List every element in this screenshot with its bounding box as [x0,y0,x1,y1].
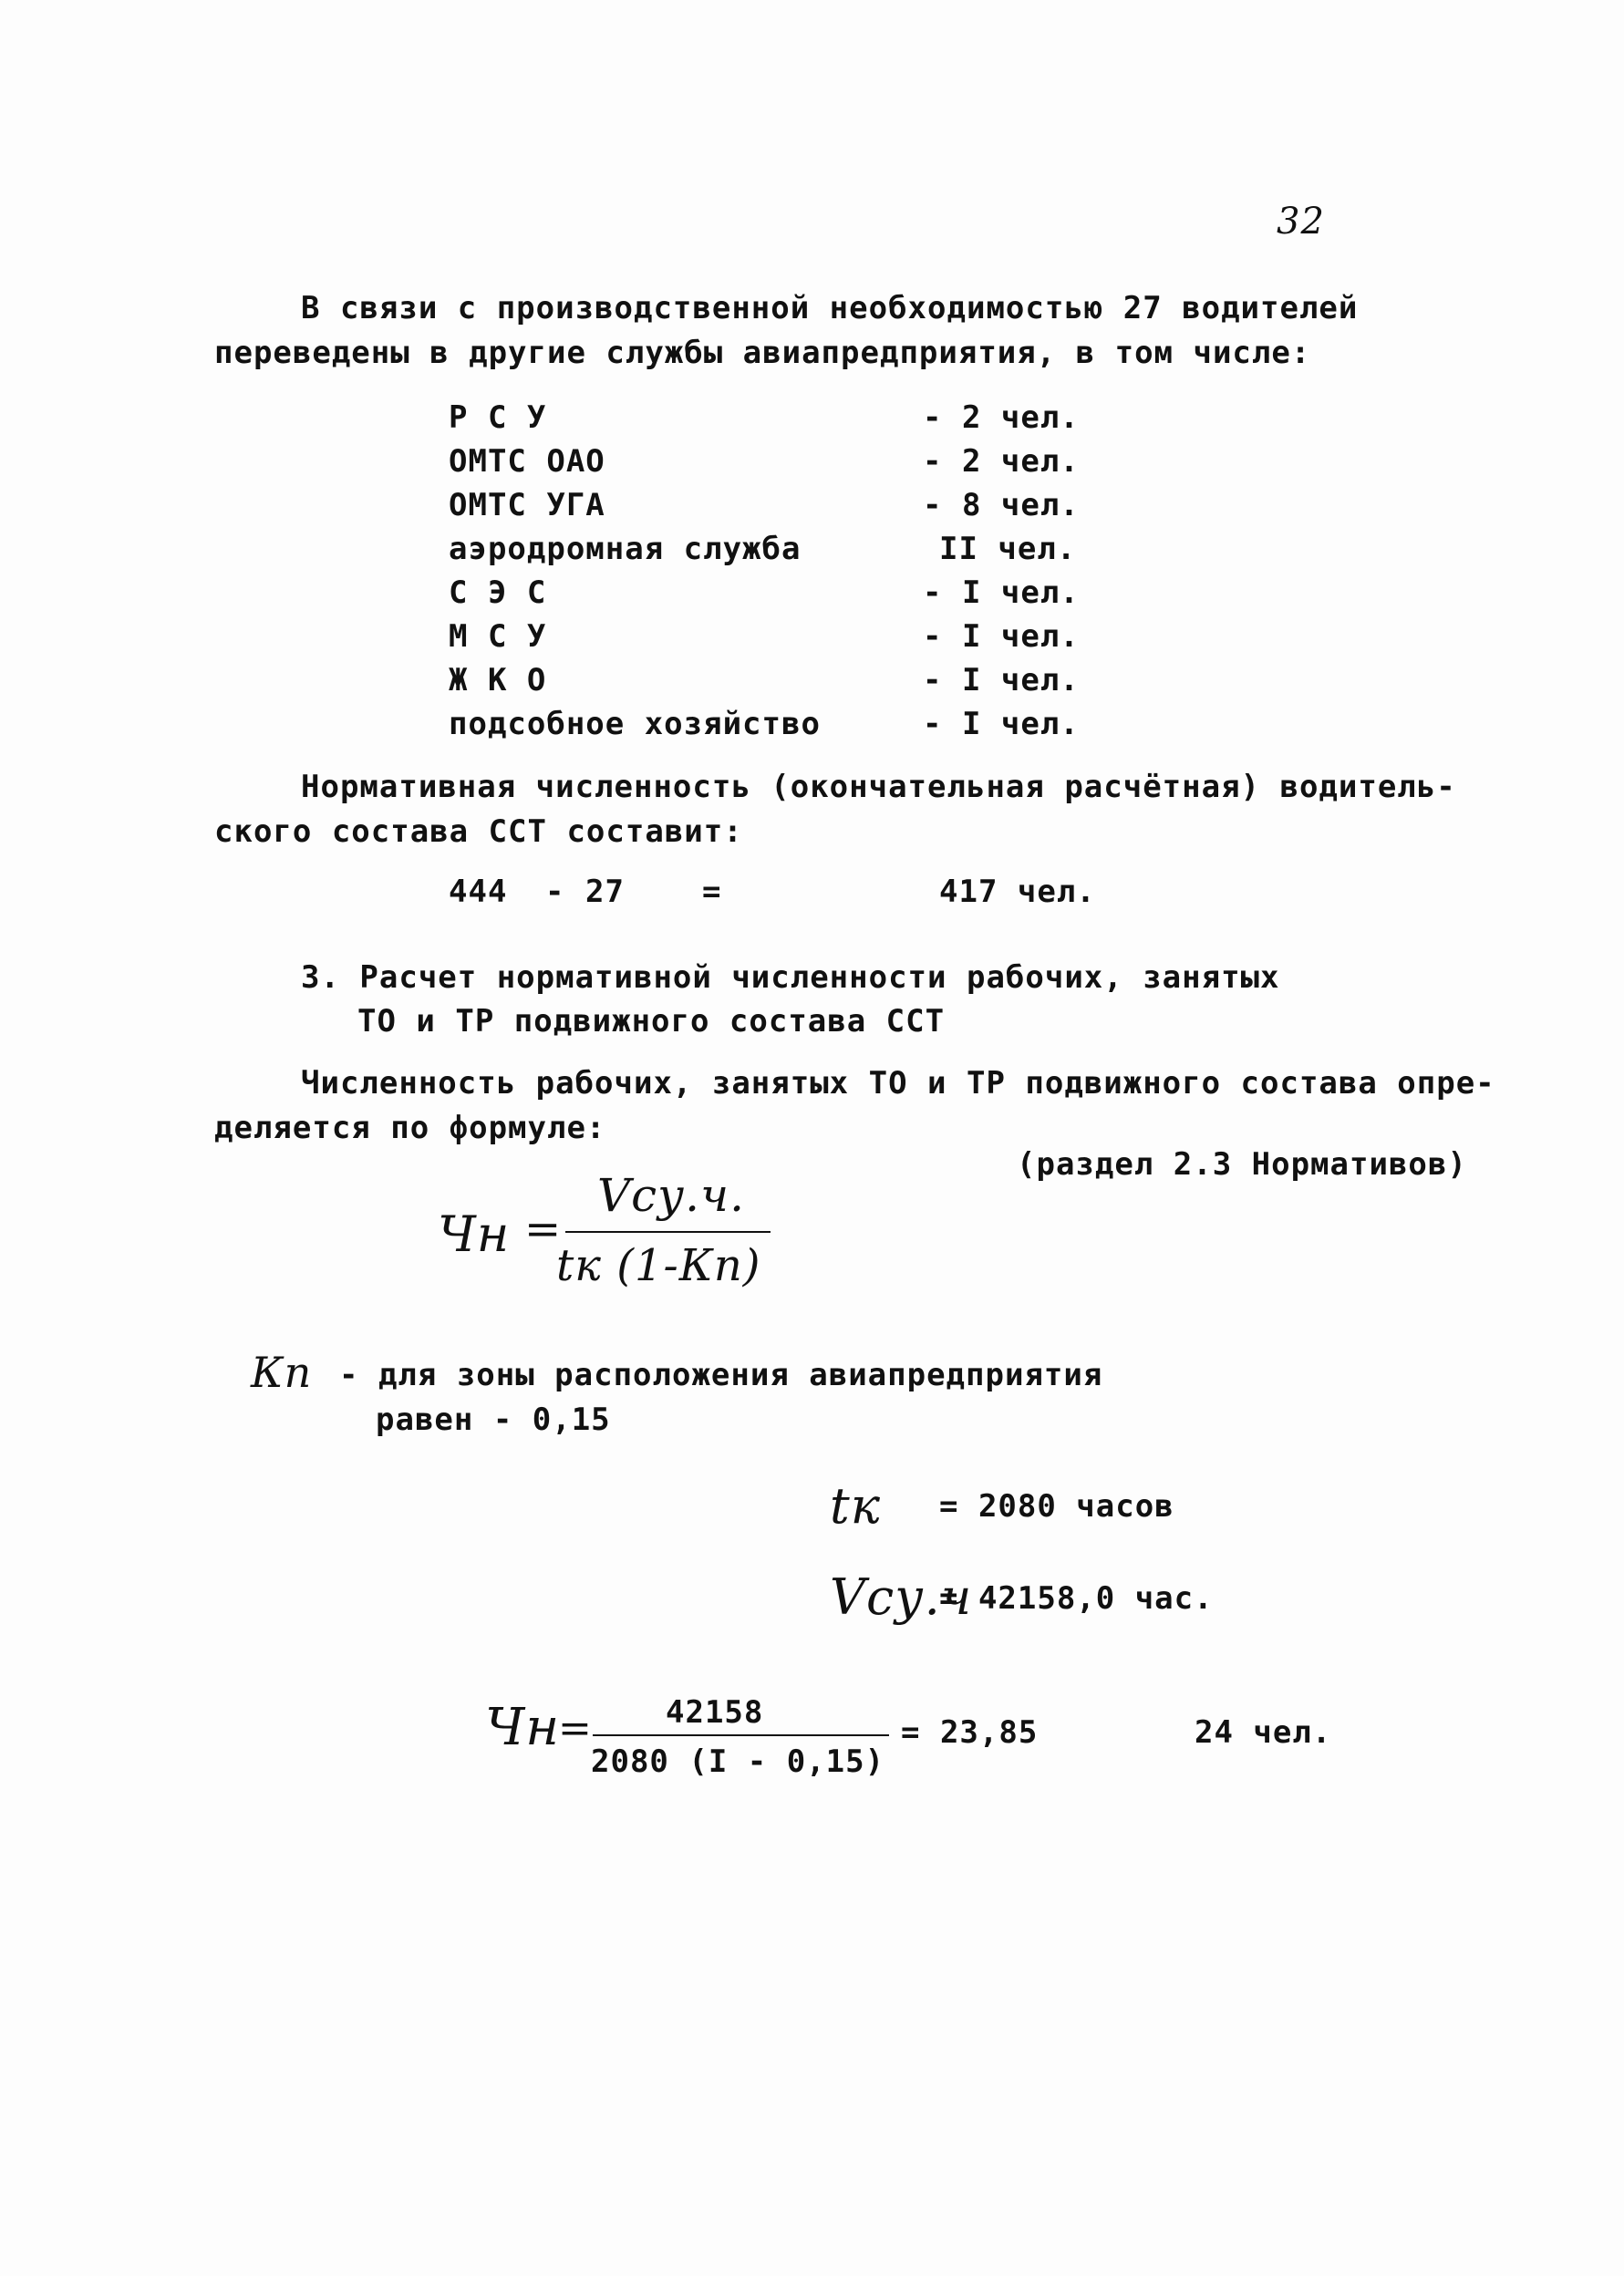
transfer-name: ОМТС УГА [449,487,605,523]
kp-symbol: Кп [251,1348,313,1397]
formula-denominator: tк (1-Кп) [556,1240,761,1291]
calc-result: 417 чел. [939,874,1096,910]
transfer-name: Р С У [449,399,547,436]
calc-operand-a: 444 [449,874,508,910]
final-rounded: 24 чел. [1195,1714,1332,1751]
formula-fraction-bar [565,1231,771,1233]
final-fraction-bar [593,1734,889,1736]
transfer-count: - I чел. [923,618,1080,655]
tk-value: = 2080 часов [939,1488,1174,1525]
transfer-count: - I чел. [923,574,1080,611]
vsu-value: = 42158,0 час. [939,1580,1214,1617]
formula-numerator: Vсу.ч. [597,1169,746,1222]
transfer-count: - 2 чел. [923,399,1080,436]
transfer-count: - I чел. [923,662,1080,698]
section-heading-line-1: 3. Расчет нормативной численности рабочих, занятых [301,959,1280,996]
normative-line-1: Нормативная численность (окончательная расчётная) водитель- [301,769,1456,805]
formula-lhs: Чн [438,1205,511,1263]
vsu-symbol: Vсу.ч [830,1568,973,1626]
kp-text-line-2: равен - 0,15 [376,1402,611,1438]
final-denominator: 2080 (I - 0,15) [591,1743,885,1780]
transfer-name: ОМТС ОАО [449,443,605,480]
section-heading-line-2: ТО и ТР подвижного состава ССТ [357,1003,946,1040]
intro-line-2: переведены в другие службы авиапредприятия, в том числе: [214,335,1311,371]
final-numerator: 42158 [666,1694,764,1731]
final-result: = 23,85 [901,1714,1039,1751]
final-equals: = [558,1705,593,1752]
transfer-name: М С У [449,618,547,655]
normative-line-2: ского состава ССТ составит: [214,813,743,850]
transfer-name: С Э С [449,574,547,611]
norms-reference: (раздел 2.3 Нормативов) [1017,1146,1467,1183]
transfer-count: - 8 чел. [923,487,1080,523]
page-number: 32 [1277,201,1325,243]
tk-symbol: tк [830,1477,881,1535]
final-lhs: Чн [485,1698,561,1757]
transfer-name: подсобное хозяйство [449,706,821,742]
calc-operand-b: 27 [585,874,625,910]
transfer-count: - I чел. [923,706,1080,742]
calc-equals: = [702,874,722,910]
section-para-line-2: деляется по формуле: [214,1110,606,1146]
intro-line-1: В связи с производственной необходимостью 27 водителей [301,290,1359,326]
transfer-count: - 2 чел. [923,443,1080,480]
transfer-name: Ж К О [449,662,547,698]
calc-minus: - [545,874,565,910]
section-para-line-1: Численность рабочих, занятых ТО и ТР подвижного состава опре- [301,1065,1495,1102]
transfer-name: аэродромная служба [449,531,802,567]
formula-equals: = [524,1204,563,1255]
transfer-count: II чел. [939,531,1077,567]
kp-text-line-1: - для зоны расположения авиапредприятия [339,1357,1103,1393]
